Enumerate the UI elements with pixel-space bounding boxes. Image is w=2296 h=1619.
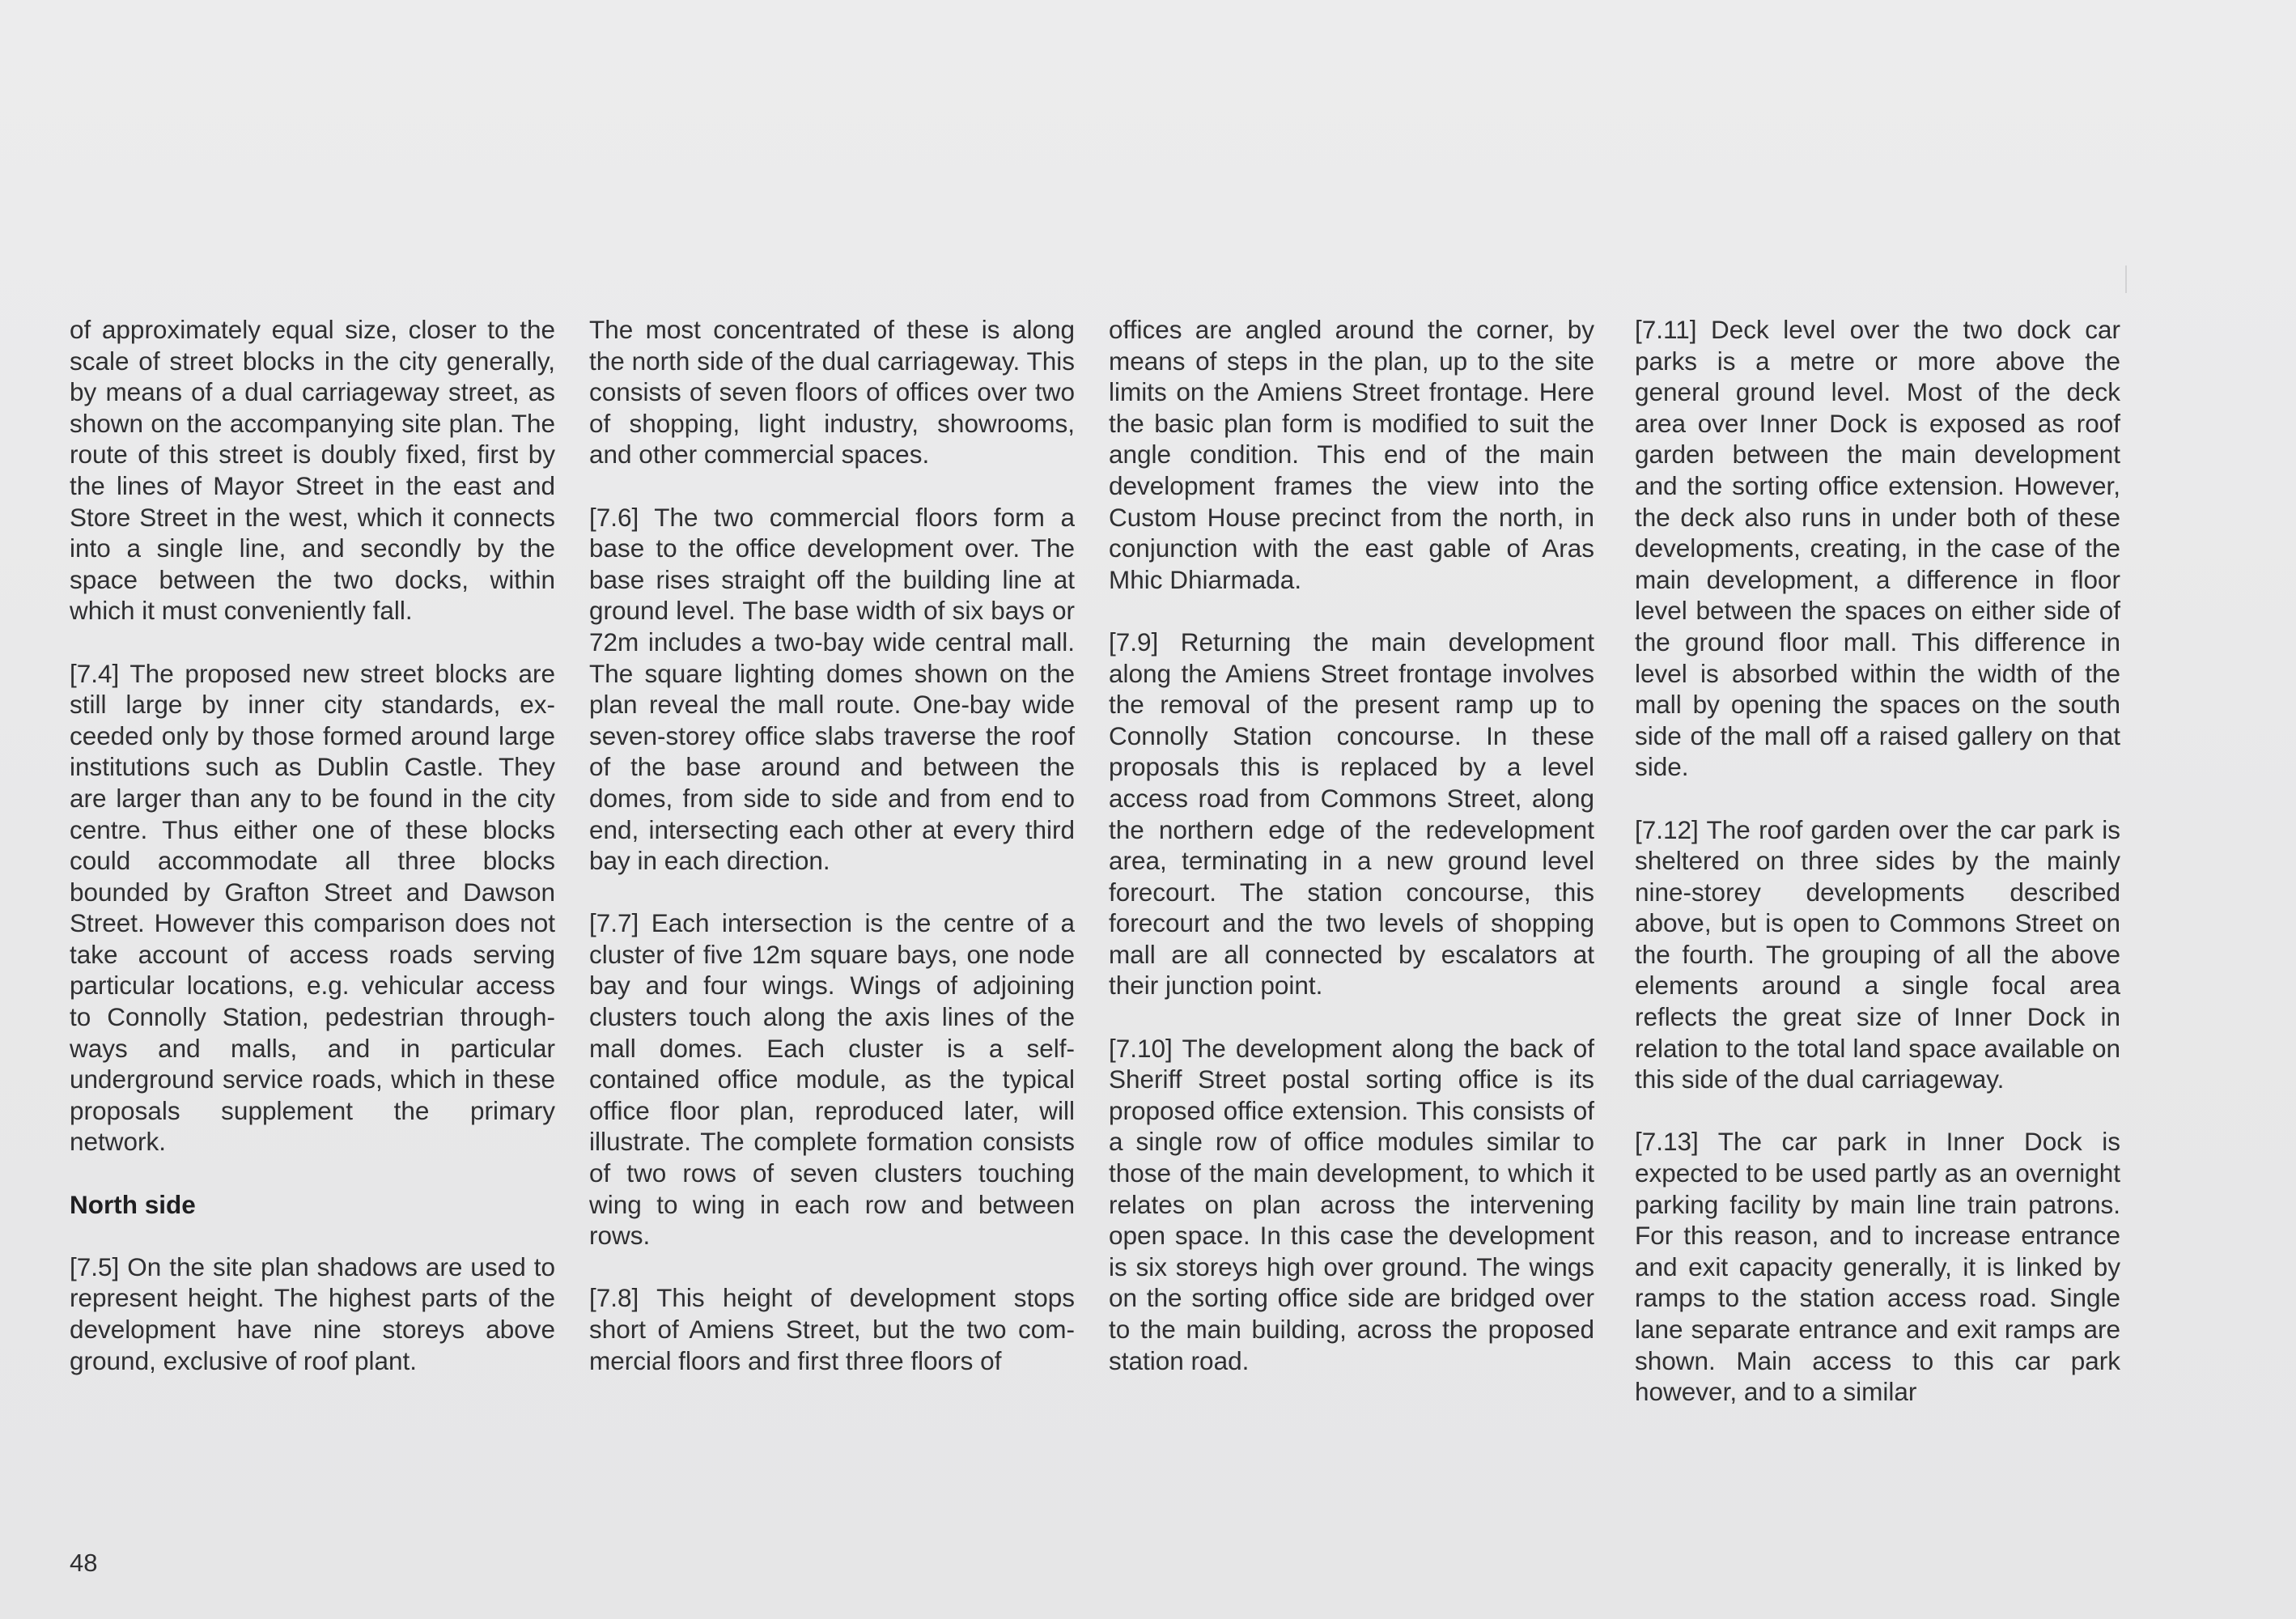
paragraph-7-11: [7.11] Deck level over the two dock car parks is a metre or more above the general ground level. Most of the deck area over Inner Dock is exposed as roof garden between the main development and the sorting office extension. However, the deck also runs in under both of these developments, creating, in the case of the main development, a difference in floor level between the spaces on either side of the ground floor mall. This difference in level is absorbed within the width of the mall by opening the spaces on the south side of the mall off a raised gallery on that side. xyxy=(1635,315,2120,782)
paragraph-7-4: [7.4] The proposed new street blocks are still large by inner city standards, exceeded only by those formed around large institutions such as Dublin Castle. They are larger than any to be found in the city centre. Thus either one of these blocks could accommodate all three blocks bounded by Grafton Street and Dawson Street. However this comparison does not take account of access roads serving particular locations, e.g. vehicular access to Connolly Station, pedestrian through-ways and malls, and in particular underground service roads, which in these proposals supplement the primary network. xyxy=(70,658,555,1157)
paragraph-7-13: [7.13] The car park in Inner Dock is expected to be used partly as an overnight parking facility by main line train patrons. For this reason, and to increase entrance and exit capacity generally, it is linked by ramps to the station access road. Single lane separate entrance and exit ramps are shown. Main access to this car park however, and to a similar xyxy=(1635,1127,2120,1407)
paragraph-7-8-continued: offices are angled around the corner, by means of steps in the plan, up to the site limits on the Amiens Street frontage. Here the basic plan form is modified to suit the angle condition. This end of the main development frames the view into the Custom House precinct from the north, in conjunction with the east gable of Aras Mhic Dhiarmada. xyxy=(1109,315,1594,594)
paragraph-7-10: [7.10] The development along the back of Sheriff Street postal sorting office is its proposed office extension. This consists of a single row of office modules similar to those of the main development, to which it relates on plan across the intervening open space. In this case the development is six storeys high over ground. The wings on the sorting office side are bridged over to the main building, across the proposed station road. xyxy=(1109,1033,1594,1375)
text-column-1 xyxy=(70,314,555,1376)
paragraph-7-12: [7.12] The roof garden over the car park is sheltered on three sides by the mainly nine-storey developments described above, but is open to Commons Street on the fourth. The grouping of all the above elements around a single focal area reflects the great size of Inner Dock in relation to the total land space available on this side of the dual carriageway. xyxy=(1635,814,2120,1094)
paragraph-7-7: [7.7] Each intersection is the centre of a cluster of five 12m square bays, one node bay and four wings. Wings of adjoining clusters touch along the axis lines of the mall domes. Each cluster is a self-contained office module, as the typical office floor plan, reproduced later, will illustrate. The complete formation consists of two rows of seven clusters touching wing to wing in each row and between rows. xyxy=(589,908,1075,1251)
paragraph-7-5-continued: The most concentrated of these is along the north side of the dual carriageway. This consists of seven floors of offices over two of shopping, light industry, showrooms, and other commercial spaces. xyxy=(589,315,1075,470)
text-column-2 xyxy=(589,314,1075,1376)
page-number: 48 xyxy=(70,1549,98,1577)
paragraph-7-6: [7.6] The two commercial floors form a base to the office development over. The base rises straight off the building line at ground level. The base width of six bays or 72m includes a two-bay wide central mall. The square lighting domes shown on the plan reveal the mall route. One-bay wide seven-storey office slabs traverse the roof of the base around and between the domes, from side to side and from end to end, intersecting each other at every third bay in each direction. xyxy=(589,502,1075,876)
text-column-4 xyxy=(1635,314,2120,1408)
paragraph-7-5: [7.5] On the site plan shadows are used to represent height. The highest parts of the development have nine storeys above ground, exclusive of roof plant. xyxy=(70,1251,555,1375)
paragraph-7-9: [7.9] Returning the main development along the Amiens Street frontage involves the removal of the present ramp up to Connolly Station concourse. In these proposals this is replaced by a level access road from Commons Street, along the northern edge of the redevelopment area, terminating in a new ground level forecourt. The station concourse, this forecourt and the two levels of shopping mall are all connected by escalators at their junction point. xyxy=(1109,627,1594,1001)
paragraph-7-3-continued: of approximately equal size, closer to the scale of street blocks in the city generally, by means of a dual carriageway street, as shown on the accompanying site plan. The route of this street is doubly fixed, first by the lines of Mayor Street in the east and Store Street in the west, which it connects into a single line, and secondly by the space between the two docks, within which it must conveniently fall. xyxy=(70,315,555,626)
section-heading-north-side: North side xyxy=(70,1189,196,1219)
paragraph-7-8: [7.8] This height of development stops short of Amiens Street, but the two commercial floors and first three floors of xyxy=(589,1283,1075,1375)
margin-mark xyxy=(2125,266,2127,293)
text-column-3 xyxy=(1109,314,1594,1376)
